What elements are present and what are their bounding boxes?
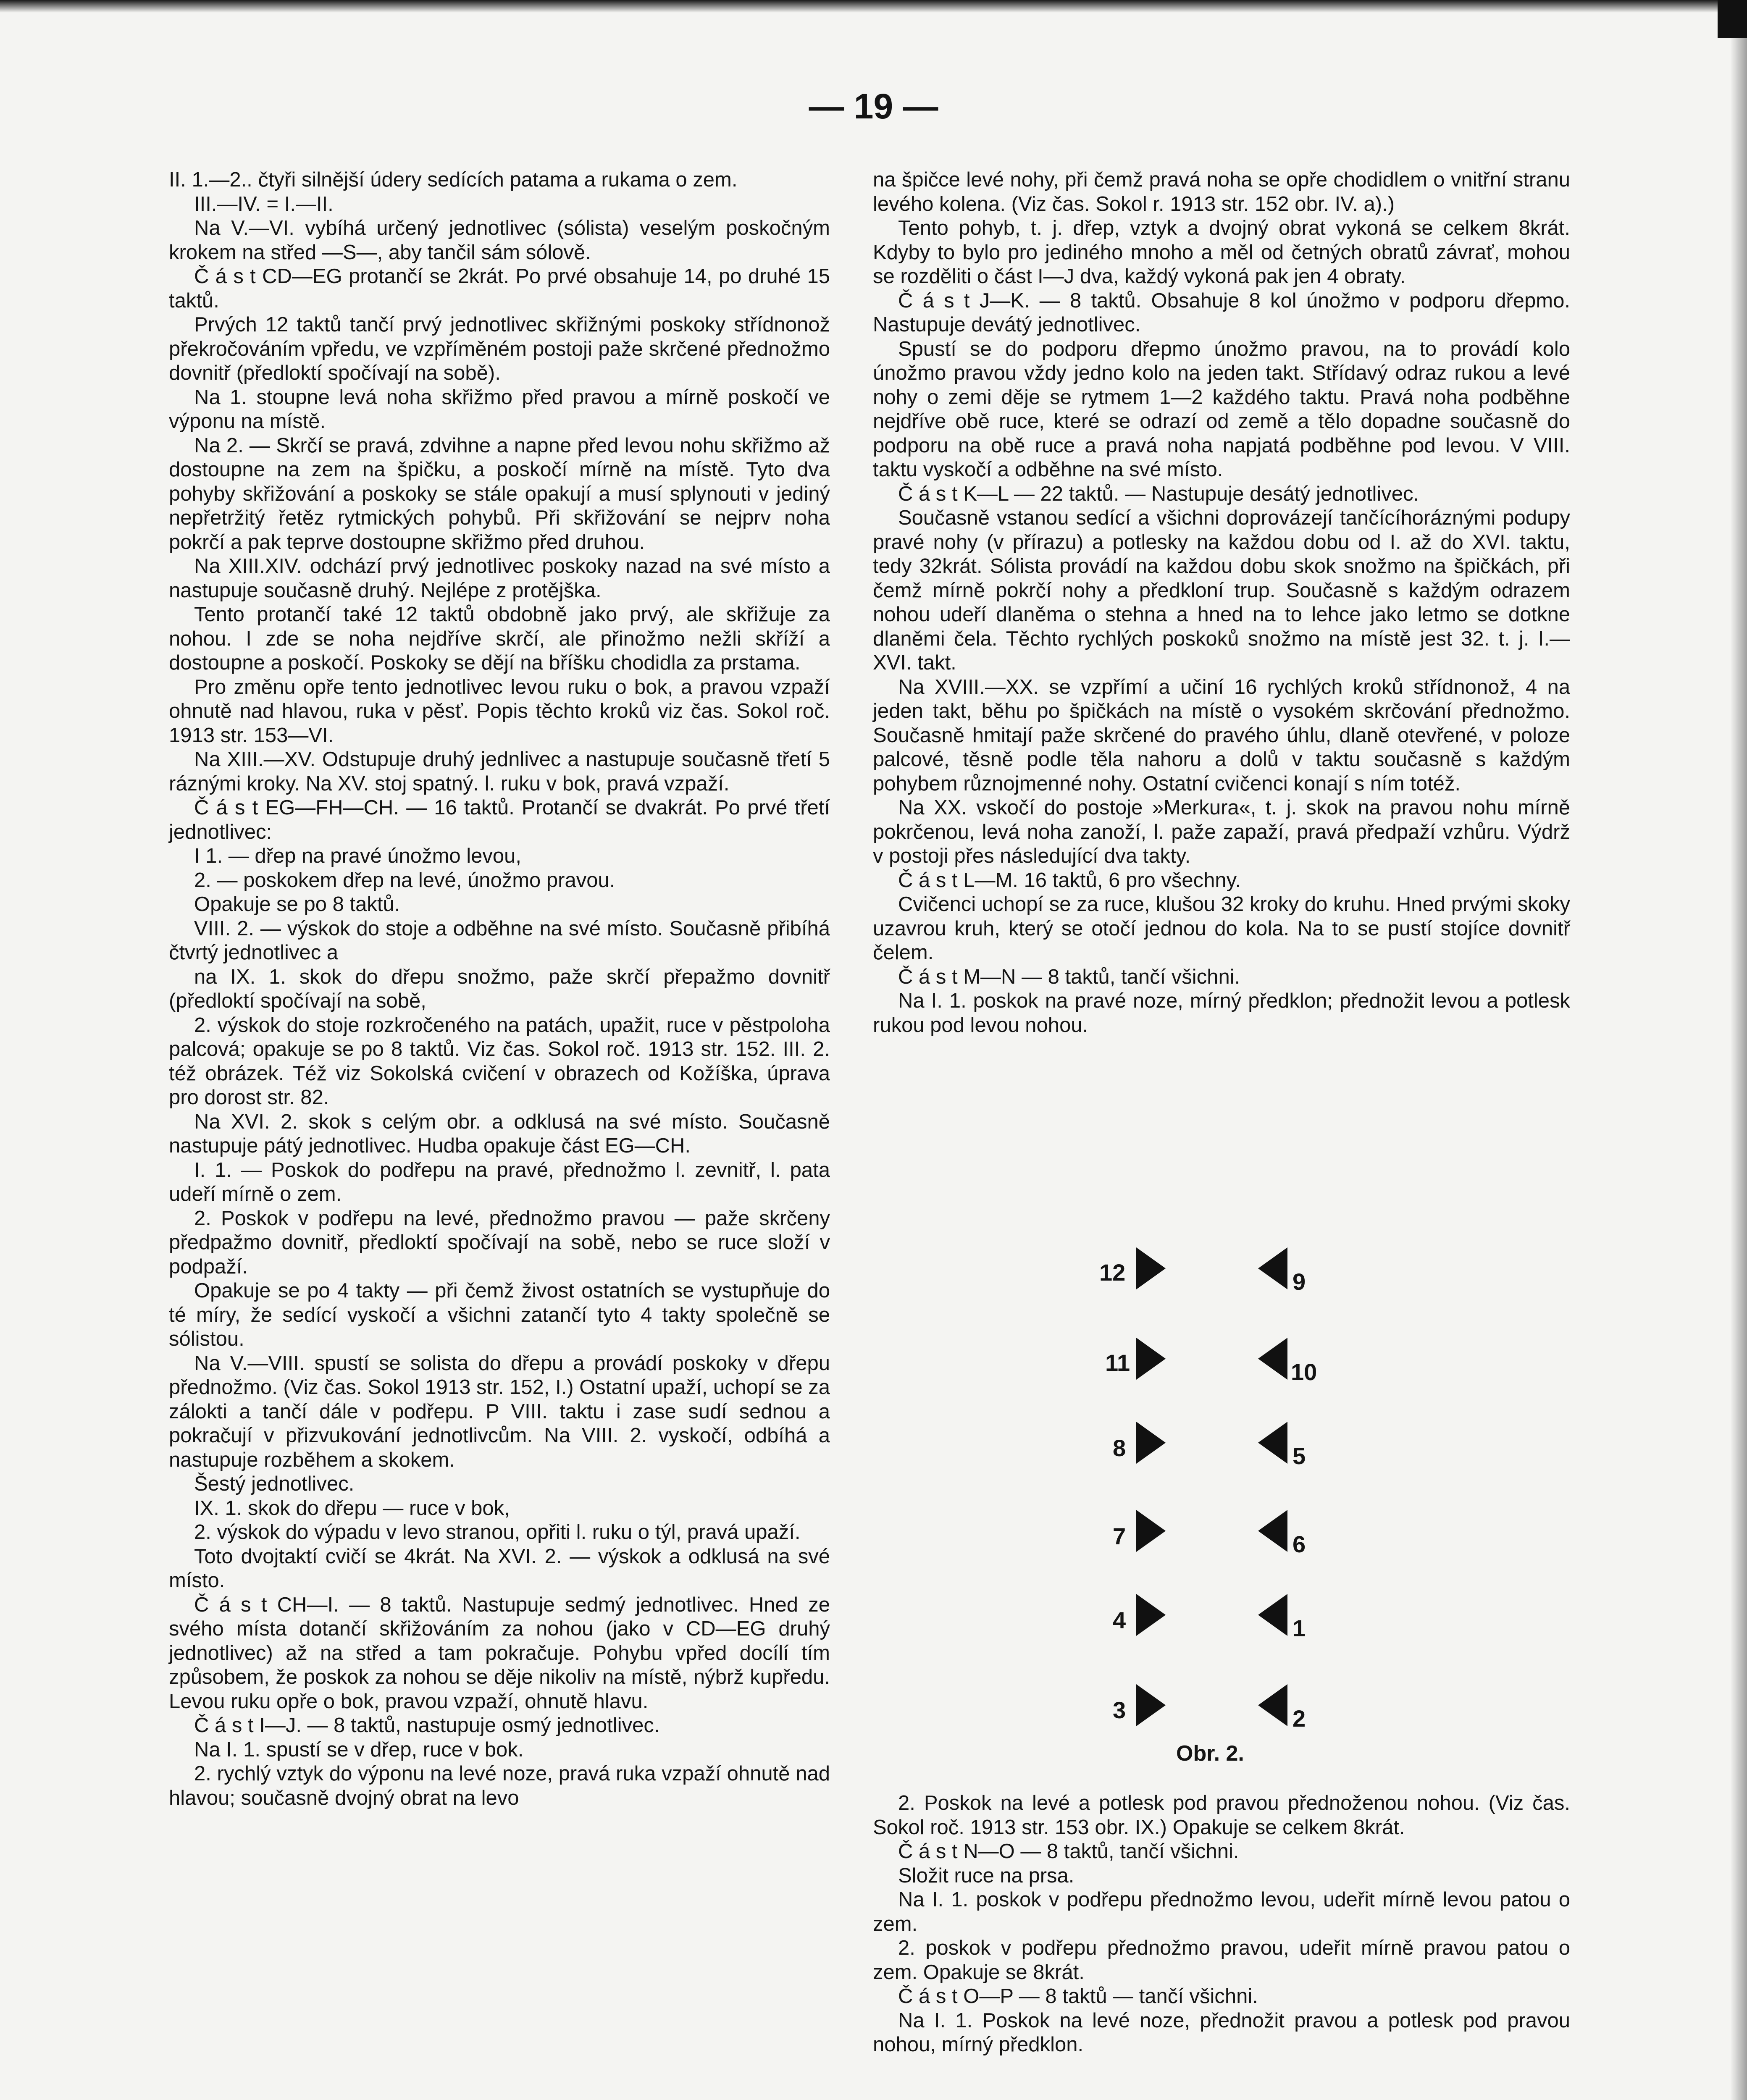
- paragraph: 2. Poskok v podřepu na levé, přednožmo pravou — paže skrčeny předpažmo dovnitř, předloktí spočívají na sobě, nebo se ruce složí v podpaží.: [169, 1207, 830, 1278]
- paragraph: Na I. 1. spustí se v dřep, ruce v bok.: [194, 1738, 524, 1761]
- paragraph: Na V.—VI. vybíhá určený jednotlivec (sólista) veselým poskočným krokem na střed —S—, aby tančil sám sólově.: [169, 217, 830, 264]
- paragraph: 2. výskok do stoje rozkročeného na patách, upažit, ruce v pěstpoloha palcová; opakuje se po 8 taktů. Viz čas. Sokol roč. 1913 str. 152. III. 2. též obrázek. Též viz Sokolská cvičení v obrazech od Kožíška, úprava pro dorost str. 82.: [169, 1013, 830, 1109]
- paragraph: Na XVIII.—XX. se vzpřímí a učiní 16 rychlých kroků střídnonož, 4 na jeden takt, běhu po špičkách na místě o vysokém skrčování přednožmo. Současně hmitají paže skrčené do pravého úhlu, dlaně otevřené, v poloze palcové, těsně podle těla nahoru a dolů v taktu současně s každým pohybem různojmenné nohy. Ostatní cvičenci konají s ním totéž.: [873, 675, 1570, 795]
- paragraph: Tento protančí také 12 taktů obdobně jako prvý, ale skřižuje za nohou. I zde se noha nejdříve skrčí, ale přinožmo nežli skříží a dostoupne a poskočí. Poskoky se dějí na bříšku chodidla za prstama.: [169, 603, 830, 674]
- triangle-right-8: [1136, 1422, 1166, 1464]
- figure-caption: Obr. 2.: [1176, 1741, 1244, 1766]
- figure-diagram: [1073, 1243, 1367, 1777]
- paragraph: Cvičenci uchopí se za ruce, klušou 32 kroky do kruhu. Hned prvými skoky uzavrou kruh, který se otočí jednou do kola. Na to se pustí stojíce dovnitř čelem.: [873, 893, 1570, 964]
- paragraph: Na XIII.XIV. odchází prvý jednotlivec poskoky nazad na své místo a nastupuje současně druhý. Nejlépe z protějška.: [169, 555, 830, 602]
- paragraph: Opakuje se po 8 taktů.: [194, 893, 400, 916]
- paragraph: Na V.—VIII. spustí se solista do dřepu a provádí poskoky v dřepu přednožmo. (Viz čas. Sokol 1913 str. 152, I.) Ostatní upaží, uchopí se za zálokti a tančí dále v podřepu. P VIII. taktu i zase sudí sednou a pokračují v přizvukování jednotlivcům. Na VIII. 2. vyskočí, odbíhá a nastupuje rozběhem a skokem.: [169, 1352, 830, 1471]
- paragraph: Opakuje se po 4 takty — při čemž živost ostatních se vystupňuje do té míry, že sedící vyskočí a všichni zatančí tyto 4 takty společně se sólistou.: [169, 1279, 830, 1350]
- triangle-left-10: [1258, 1338, 1287, 1380]
- paragraph: VIII. 2. — výskok do stoje a odběhne na své místo. Současně přibíhá čtvrtý jednotlivec a: [169, 917, 830, 964]
- paragraph: Současně vstanou sedící a všichni doprovázejí tančícíhoráznými podupy pravé nohy (v přírazu) a potlesky na každou dobu od I. až do XVI. taktu, tedy 32krát. Sólista provádí na každou dobu skok snožmo na špičkách, při čemž mírně pokrčí nohy a předkloní trup. Současně s každým odrazem nohou udeří dlaněma o stehna a hned na to lehce jako letmo se dotkne dlaněmi čela. Těchto rychlých poskoků snožmo na místě jest 32. t. j. I.—XVI. takt.: [873, 507, 1570, 674]
- paragraph: Pro změnu opře tento jednotlivec levou ruku o bok, a pravou vzpaží ohnutě nad hlavou, ruka v pěsť. Popis těchto kroků viz čas. Sokol roč. 1913 str. 153—VI.: [169, 675, 830, 747]
- paragraph: Šestý jednotlivec.: [194, 1473, 355, 1495]
- paragraph: Na XVI. 2. skok s celým obr. a odklusá na své místo. Současně nastupuje pátý jednotlivec. Hudba opakuje část EG—CH.: [169, 1110, 830, 1157]
- paragraph: 2. poskok v podřepu přednožmo pravou, udeřit mírně pravou patou o zem. Opakuje se 8krát.: [873, 1937, 1570, 1984]
- paragraph: III.—IV. = I.—II.: [194, 192, 334, 215]
- triangle-right-3: [1136, 1684, 1166, 1726]
- figure-label: 10: [1291, 1359, 1317, 1385]
- triangle-right-11: [1136, 1338, 1166, 1380]
- triangle-left-1: [1258, 1594, 1287, 1636]
- right-column: [873, 168, 1570, 1037]
- paragraph: 2. Poskok na levé a potlesk pod pravou přednoženou nohou. (Viz čas. Sokol roč. 1913 str. 153 obr. IX.) Opakuje se celkem 8krát.: [873, 1792, 1570, 1839]
- figure-label: 3: [1113, 1697, 1126, 1723]
- figure-label: 5: [1293, 1443, 1306, 1469]
- triangle-right-12: [1136, 1247, 1166, 1289]
- paragraph: Tento pohyb, t. j. dřep, vztyk a dvojný obrat vykoná se celkem 8krát. Kdyby to bylo pro jediného mnoho a měl od četných obratů závrať, mohou se rozděliti o část I—J dva, každý vykoná pak jen 4 obraty.: [873, 217, 1570, 288]
- paragraph: Č á s t J—K. — 8 taktů. Obsahuje 8 kol únožmo v podporu dřepmo. Nastupuje devátý jednotlivec.: [873, 289, 1570, 336]
- paragraph: Č á s t K—L — 22 taktů. — Nastupuje desátý jednotlivec.: [898, 482, 1419, 505]
- paragraph: 2. výskok do výpadu v levo stranou, opřiti l. ruku o týl, pravá upaží.: [194, 1521, 801, 1544]
- figure-label: 1: [1293, 1615, 1306, 1641]
- paragraph: Toto dvojtaktí cvičí se 4krát. Na XVI. 2. — výskok a odklusá na své místo.: [169, 1545, 830, 1592]
- paragraph: Spustí se do podporu dřepmo únožmo pravou, na to provádí kolo únožmo pravou vždy jedno kolo na jeden takt. Střídavý odraz rukou a levé nohy o zemi děje se rytmem 1—2 každého taktu. Pravá noha podběhne nejdříve obě ruce, které se odrazí od země a tělo dopadne současně do podporu na obě ruce a pravá noha napjatá podběhne pod levou. V VIII. taktu vyskočí a odběhne na své místo.: [873, 337, 1570, 481]
- paragraph: I. 1. — Poskok do podřepu na pravé, přednožmo l. zevnitř, l. pata udeří mírně o zem.: [169, 1158, 830, 1205]
- paragraph: Č á s t CD—EG protančí se 2krát. Po prvé obsahuje 14, po druhé 15 taktů.: [169, 265, 830, 312]
- figure-label: 4: [1113, 1607, 1126, 1633]
- paragraph: Na 2. — Skrčí se pravá, zdvihne a napne před levou nohu skřižmo až dostoupne na zem na špičku, a poskočí mírně na místě. Tyto dva pohyby skřižování a poskoky se stále opakují a musí splynouti v jediný nepřetržitý řetěz rytmických pohybů. Při skřižování se nejprv noha pokrčí a pak teprve dostoupne skřižmo před druhou.: [169, 434, 830, 554]
- triangle-left-2: [1258, 1684, 1287, 1726]
- figure-label: 2: [1293, 1705, 1306, 1732]
- paragraph: Č á s t EG—FH—CH. — 16 taktů. Protančí se dvakrát. Po prvé třetí jednotlivec:: [169, 796, 830, 843]
- paragraph: Č á s t N—O — 8 taktů, tančí všichni.: [898, 1840, 1239, 1863]
- paragraph: Č á s t O—P — 8 taktů — tančí všichni.: [898, 1985, 1258, 2008]
- paragraph: Na XIII.—XV. Odstupuje druhý jednlivec a nastupuje současně třetí 5 ráznými kroky. Na XV. stoj spatný. l. ruku v bok, pravá vzpaží.: [169, 748, 830, 795]
- paragraph: Na 1. stoupne levá noha skřižmo před pravou a mírně poskočí ve výponu na místě.: [169, 386, 830, 433]
- figure-label: 7: [1113, 1523, 1126, 1549]
- paragraph: Č á s t L—M. 16 taktů, 6 pro všechny.: [898, 869, 1241, 892]
- figure-label: 6: [1293, 1531, 1306, 1557]
- triangle-right-4: [1136, 1594, 1166, 1636]
- figure-label: 9: [1293, 1268, 1306, 1295]
- figure-label: 11: [1105, 1349, 1130, 1376]
- page-number: — 19 —: [809, 87, 938, 126]
- triangle-left-6: [1258, 1510, 1287, 1552]
- paragraph: IX. 1. skok do dřepu — ruce v bok,: [194, 1496, 510, 1520]
- paragraph: Č á s t M—N — 8 taktů, tančí všichni.: [898, 965, 1240, 988]
- paragraph: 2. rychlý vztyk do výponu na levé noze, pravá ruka vzpaží ohnutě nad hlavou; současně dvojný obrat na levo: [169, 1762, 830, 1809]
- triangle-left-9: [1258, 1247, 1287, 1289]
- figure-label: 12: [1099, 1259, 1126, 1286]
- paragraph: Prvých 12 taktů tančí prvý jednotlivec skřižnými poskoky střídnonož překročováním vpředu, ve vzpříměném postoji paže skrčené přednožmo dovnitř (předloktí spočívají na sobě).: [169, 313, 830, 384]
- scan-right-edge: [1730, 0, 1747, 2100]
- left-column: [169, 168, 830, 1810]
- paragraph: Na I. 1. Poskok na levé noze, přednožit pravou a potlesk pod pravou nohou, mírný předklon.: [873, 2009, 1570, 2056]
- paragraph: II. 1.—2.. čtyři silnější údery sedících patama a rukama o zem.: [169, 168, 738, 191]
- paragraph: Na I. 1. poskok na pravé noze, mírný předklon; přednožit levou a potlesk rukou pod levou nohou.: [873, 990, 1570, 1037]
- right-column-bottom: [873, 1791, 1570, 2057]
- scan-top-edge: [0, 0, 1747, 13]
- paragraph: Na I. 1. poskok v podřepu přednožmo levou, udeřit mírně levou patou o zem.: [873, 1888, 1570, 1935]
- paragraph: I 1. — dřep na pravé únožmo levou,: [194, 845, 521, 867]
- paragraph: Složit ruce na prsa.: [898, 1864, 1074, 1887]
- figure-label: 8: [1113, 1435, 1126, 1461]
- paragraph: na špičce levé nohy, při čemž pravá noha se opře chodidlem o vnitřní stranu levého kolena. (Viz čas. Sokol r. 1913 str. 152 obr. IV. a).): [873, 168, 1570, 215]
- triangle-left-5: [1258, 1422, 1287, 1464]
- paragraph: Č á s t I—J. — 8 taktů, nastupuje osmý jednotlivec.: [194, 1714, 660, 1737]
- scan-corner: [1718, 0, 1747, 38]
- triangle-right-7: [1136, 1510, 1166, 1552]
- paragraph: Č á s t CH—I. — 8 taktů. Nastupuje sedmý jednotlivec. Hned ze svého místa dotančí skřižováním za nohou (jako v CD—EG druhý jednotlivec) až na střed a tam pokračuje. Pohybu vpřed docílí tím způsobem, že poskok za nohou se děje nikoliv na místě, nýbrž kupředu. Levou ruku opře o bok, pravou vzpaží, ohnutě hlavu.: [169, 1593, 830, 1713]
- paragraph: Na XX. vskočí do postoje »Merkura«, t. j. skok na pravou nohu mírně pokrčenou, levá noha zanoží, l. paže zapaží, pravá předpaží vzhůru. Výdrž v postoji přes následující dva takty.: [873, 796, 1570, 867]
- paragraph: na IX. 1. skok do dřepu snožmo, paže skrčí přepažmo dovnitř (předloktí spočívají na sobě,: [169, 965, 830, 1012]
- paragraph: 2. — poskokem dřep na levé, únožmo pravou.: [194, 869, 615, 892]
